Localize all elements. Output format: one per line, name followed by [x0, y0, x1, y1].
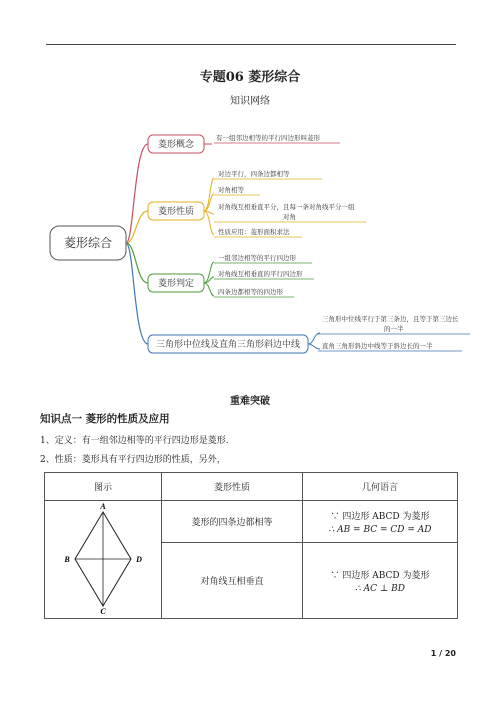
midline-item-2: 直角三角形斜边中线等于斜边长的一半	[322, 342, 433, 350]
judgement-item-3: 四条边都相等的四边形	[218, 288, 283, 296]
mind-map	[0, 110, 500, 380]
table-header-row	[45, 473, 458, 501]
geometry-cell-sides	[303, 501, 458, 543]
midline-item-1-cont: 的一半	[384, 325, 404, 333]
section-title: 重难突破	[230, 396, 270, 407]
geometry-diagonals-line1: ∵ 四边形 ABCD 为菱形	[330, 570, 430, 581]
property-item-2: 对角相等	[218, 186, 244, 194]
branch-property-label: 菱形性质	[157, 207, 195, 217]
header-property: 菱形性质	[162, 473, 303, 501]
header-rule	[46, 44, 456, 45]
knowledge-point-heading: 知识点一 菱形的性质及应用	[40, 413, 170, 425]
page-number: 1 / 20	[430, 649, 456, 658]
figure-cell	[45, 501, 162, 619]
connector-concept	[126, 144, 148, 243]
definition-line: 1、定义：有一组邻边相等的平行四边形是菱形.	[40, 436, 229, 446]
connector-midline-2	[308, 344, 320, 349]
geometry-cell-diagonals	[303, 543, 458, 619]
page-title: 专题06 菱形综合	[199, 70, 301, 85]
property-intro-line: 2、性质：菱形具有平行四边形的性质，另外，	[40, 455, 226, 465]
vertex-a-label: A	[100, 502, 106, 511]
page-subtitle: 知识网络	[230, 96, 270, 107]
property-item-4: 性质应用：菱形面积求法	[218, 228, 290, 236]
header-geometry-language: 几何语言	[303, 473, 458, 501]
judgement-item-1: 一组邻边相等的平行四边形	[218, 254, 296, 262]
vertex-c-label: C	[100, 607, 106, 614]
header-figure: 图示	[45, 473, 162, 501]
midline-item-1: 三角形中位线平行于第三条边，且等于第三边长	[322, 315, 459, 323]
property-item-3: 对角线互相垂直平分，且每一条对角线平分一组	[218, 203, 355, 211]
branch-midline-label: 三角形中位线及直角三角形斜边中线	[155, 340, 301, 350]
property-item-3-cont: 对角	[283, 213, 296, 221]
rhombus-figure	[48, 502, 158, 614]
property-cell-sides: 菱形的四条边都相等	[162, 501, 303, 543]
vertex-b-label: B	[64, 555, 70, 564]
geometry-sides-line2: ∴ AB = BC = CD = AD	[328, 524, 432, 535]
branch-concept-label: 菱形概念	[157, 140, 195, 150]
root-node-label: 菱形综合	[63, 236, 113, 250]
property-table	[44, 472, 458, 619]
property-item-1: 对边平行，四条边都相等	[218, 170, 290, 178]
geometry-sides-line1: ∵ 四边形 ABCD 为菱形	[330, 511, 430, 522]
branch-judgement-label: 菱形判定	[157, 279, 195, 289]
table-row	[45, 501, 458, 543]
connector-midline-1	[308, 333, 320, 344]
judgement-item-2: 对角线互相垂直的平行四边形	[218, 270, 303, 278]
connector-property-4	[204, 211, 214, 235]
property-cell-diagonals: 对角线互相垂直	[162, 543, 303, 619]
geometry-diagonals-line2: ∴ AC ⊥ BD	[355, 583, 405, 594]
concept-item: 有一组邻边相等的平行四边形叫菱形	[216, 134, 320, 142]
connector-judgement-1	[204, 262, 214, 283]
connector-midline	[126, 243, 148, 344]
connector-judgement-3	[204, 283, 214, 296]
vertex-d-label: D	[136, 555, 142, 564]
